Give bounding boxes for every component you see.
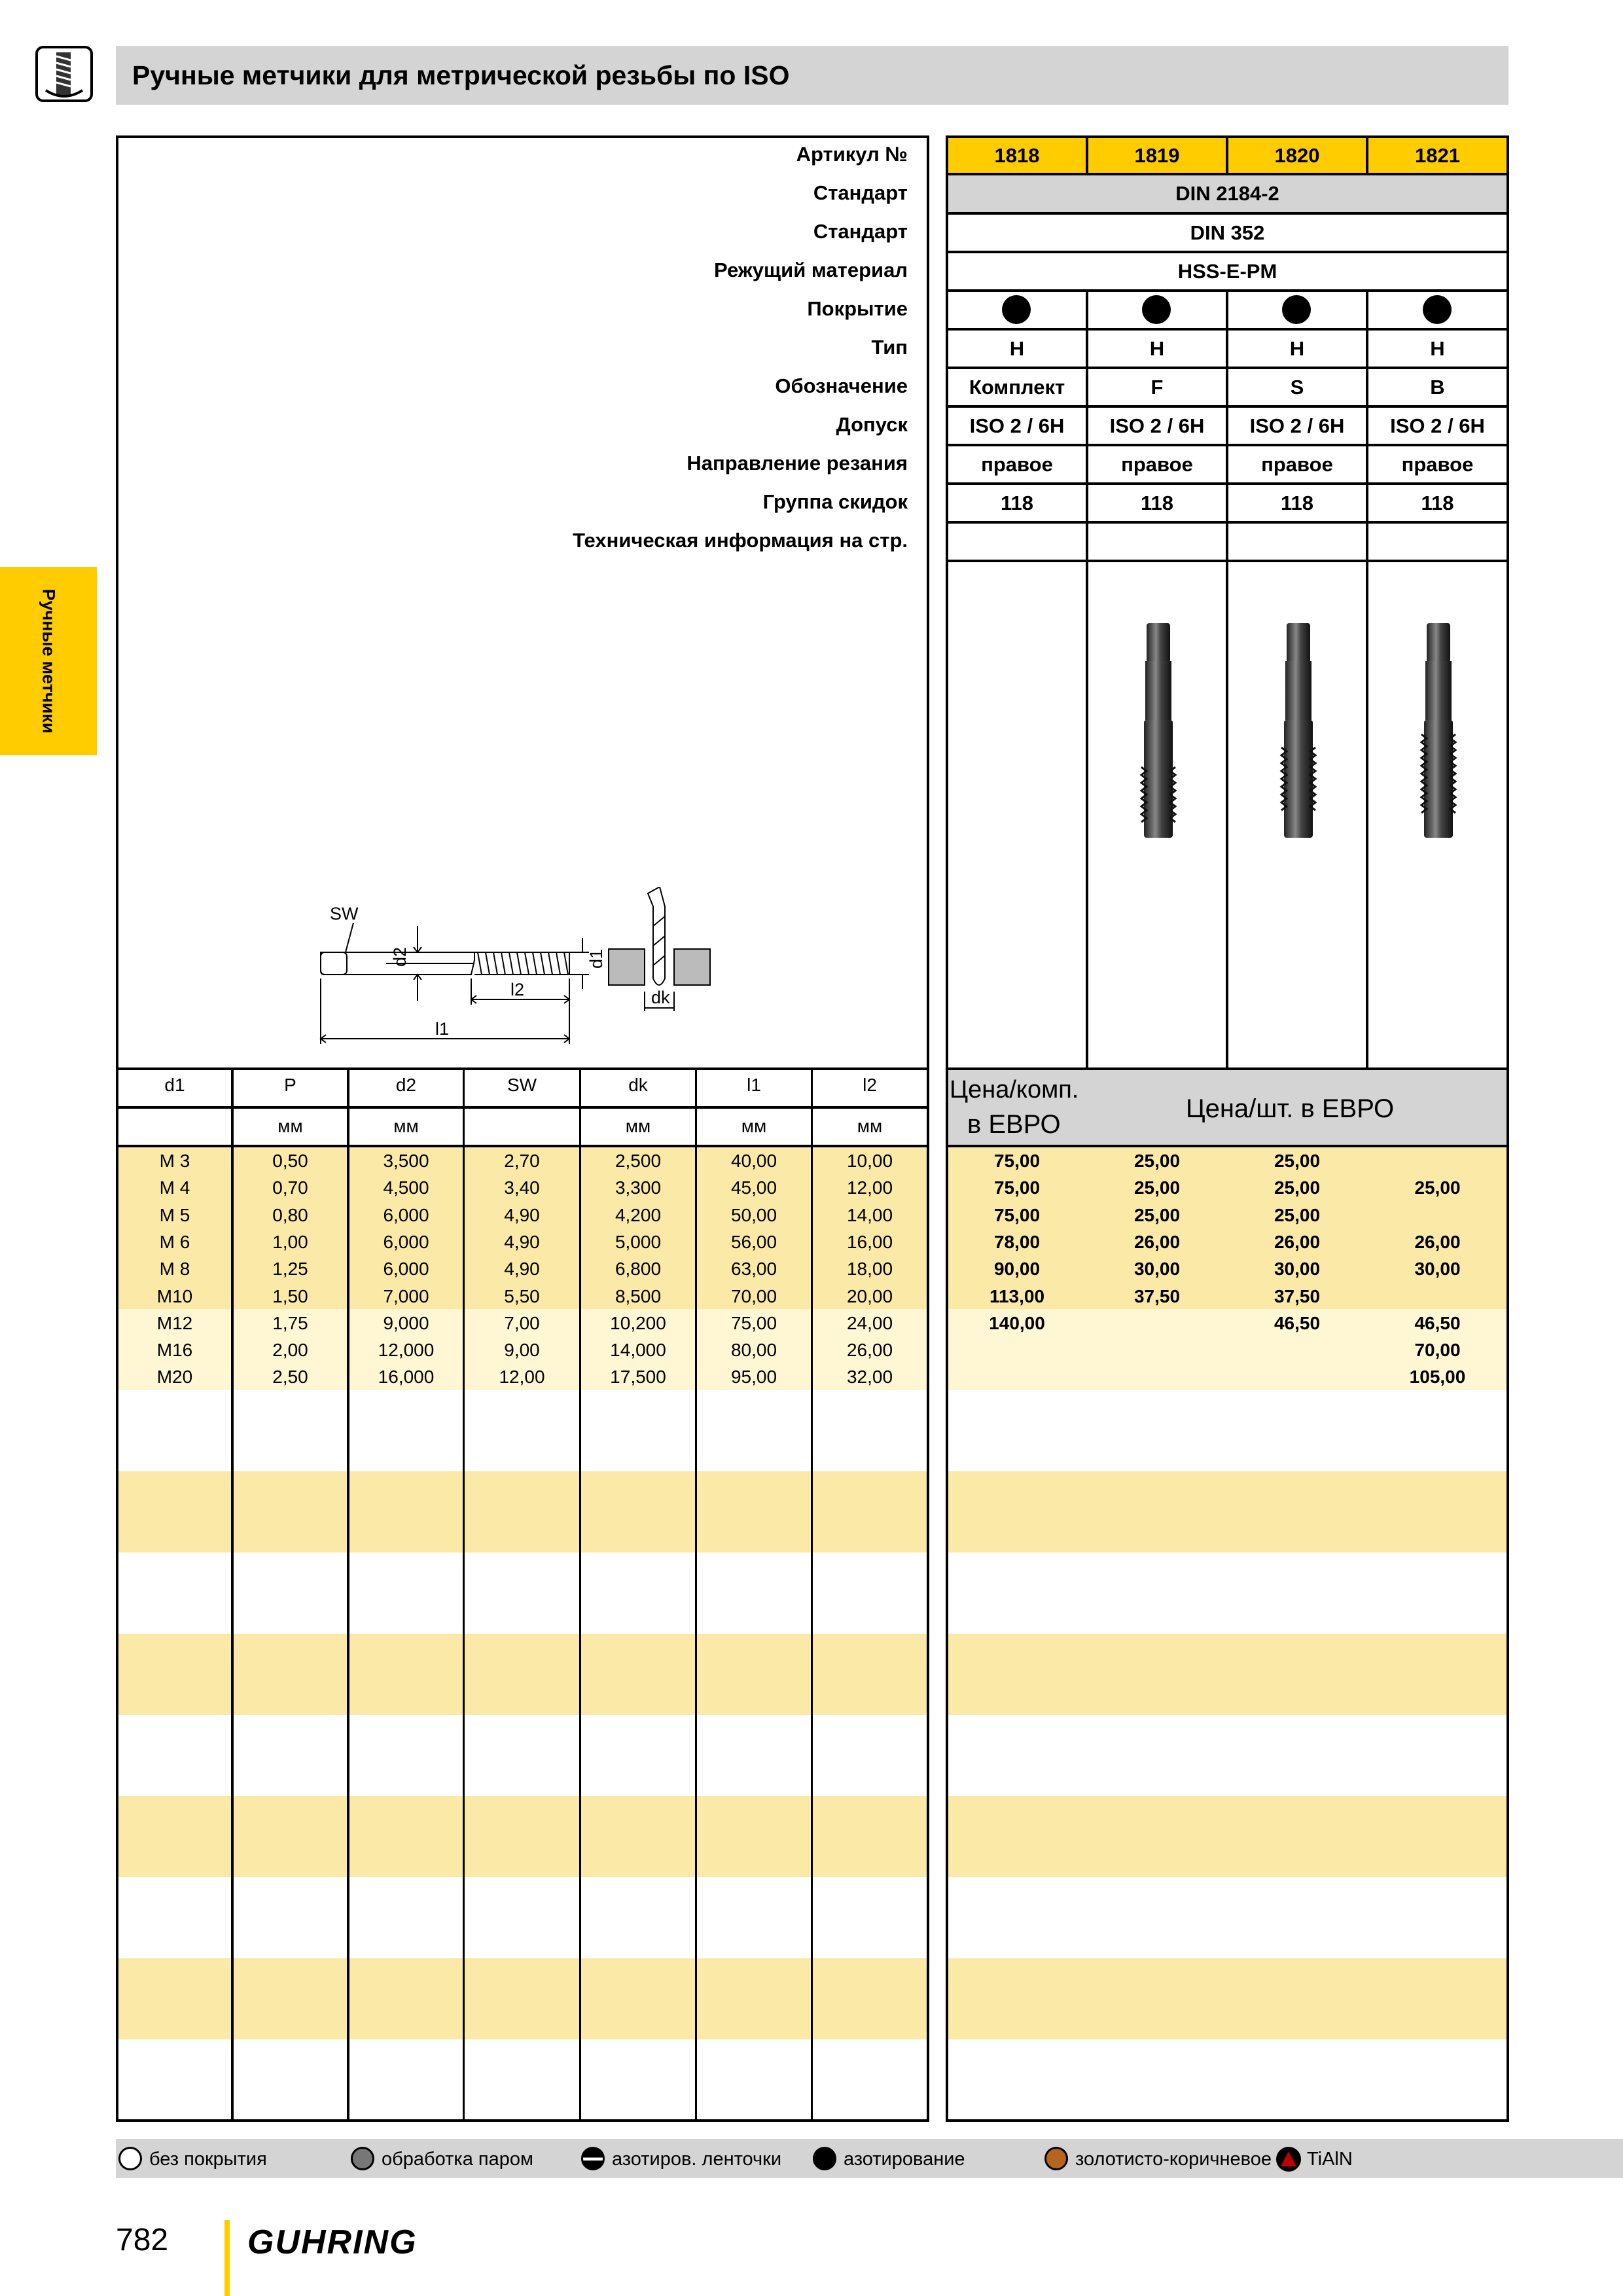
legend-steam: обработка паром bbox=[382, 2149, 533, 2170]
col-header-sw: SW bbox=[507, 1075, 537, 1095]
divider bbox=[463, 1070, 465, 2119]
legend-gold-brown: золотисто-коричневое bbox=[1075, 2149, 1272, 2170]
price-cell: 90,00 bbox=[993, 1259, 1041, 1280]
table-cell: 80,00 bbox=[730, 1340, 777, 1361]
label-type: Тип bbox=[871, 336, 908, 359]
table-cell: 9,00 bbox=[504, 1340, 540, 1361]
discount-1818: 118 bbox=[1000, 491, 1033, 514]
direction-1820: правое bbox=[1261, 452, 1333, 476]
divider bbox=[347, 1070, 349, 2119]
table-cell: 3,40 bbox=[504, 1177, 540, 1198]
direction-1818: правое bbox=[981, 452, 1053, 476]
table-cell: 0,50 bbox=[272, 1151, 308, 1171]
table-cell: 0,70 bbox=[272, 1177, 308, 1198]
price-cell: 25,00 bbox=[1133, 1177, 1181, 1198]
diagram-label-d2: d2 bbox=[390, 946, 410, 967]
label-direction: Направление резания bbox=[687, 452, 908, 475]
table-cell: M 5 bbox=[159, 1204, 190, 1225]
legend-nitrided: азотирование bbox=[844, 2149, 965, 2170]
table-cell: 14,000 bbox=[610, 1340, 666, 1361]
table-cell: 9,000 bbox=[383, 1312, 429, 1333]
divider bbox=[579, 1070, 581, 2119]
price-cell: 46,50 bbox=[1414, 1312, 1461, 1333]
table-cell: 12,00 bbox=[846, 1177, 893, 1198]
table-cell: 2,500 bbox=[615, 1151, 662, 1171]
table-cell: 1,50 bbox=[272, 1285, 308, 1306]
cutting-material: HSS-E-PM bbox=[1177, 259, 1277, 283]
steam-circle-icon bbox=[351, 2147, 374, 2170]
tap-dimension-diagram bbox=[308, 887, 766, 1054]
price-cell: 26,00 bbox=[1414, 1231, 1461, 1252]
table-cell: 32,00 bbox=[846, 1367, 893, 1388]
col-header-d2: d2 bbox=[395, 1075, 417, 1095]
table-cell: 6,000 bbox=[383, 1231, 429, 1252]
table-cell: 70,00 bbox=[730, 1285, 777, 1306]
page-title: Ручные метчики для метрической резьбы по ISO bbox=[132, 60, 790, 90]
table-cell: 95,00 bbox=[730, 1367, 777, 1388]
price-piece-label: Цена/шт. в ЕВРО bbox=[1186, 1094, 1395, 1123]
type-1821: H bbox=[1430, 336, 1445, 360]
divider bbox=[811, 1070, 813, 2119]
table-cell: 10,200 bbox=[610, 1312, 666, 1333]
table-cell: M 4 bbox=[159, 1177, 190, 1198]
table-cell: 17,500 bbox=[610, 1367, 666, 1388]
price-cell: 140,00 bbox=[989, 1312, 1045, 1333]
table-cell: 14,00 bbox=[846, 1204, 893, 1225]
table-cell: 5,000 bbox=[615, 1231, 662, 1252]
table-cell: 3,500 bbox=[383, 1151, 429, 1171]
tolerance-1821: ISO 2 / 6H bbox=[1390, 414, 1485, 437]
designation-1819: F bbox=[1150, 375, 1164, 399]
legend-tialn: TiAlN bbox=[1307, 2149, 1353, 2170]
label-tolerance: Допуск bbox=[836, 413, 908, 436]
divider bbox=[1086, 289, 1088, 1070]
nitrided-circle-icon bbox=[1423, 295, 1452, 324]
price-cell: 30,00 bbox=[1414, 1259, 1461, 1280]
table-cell: 8,500 bbox=[615, 1285, 662, 1306]
tap-logo-icon bbox=[34, 45, 94, 103]
unit-l1: мм bbox=[741, 1116, 767, 1136]
price-cell: 46,50 bbox=[1274, 1312, 1321, 1333]
discount-1819: 118 bbox=[1140, 491, 1173, 514]
discount-1821: 118 bbox=[1421, 491, 1454, 514]
divider bbox=[1366, 289, 1368, 1070]
legend-uncoated: без покрытия bbox=[149, 2149, 267, 2170]
unit-dk: мм bbox=[625, 1116, 651, 1136]
table-cell: 56,00 bbox=[730, 1231, 777, 1252]
price-cell: 25,00 bbox=[1274, 1204, 1321, 1225]
table-cell: 16,000 bbox=[378, 1367, 435, 1388]
table-cell: 75,00 bbox=[730, 1312, 777, 1333]
table-cell: 0,80 bbox=[272, 1204, 308, 1225]
col-header-p: P bbox=[284, 1075, 296, 1095]
divider bbox=[948, 1145, 1507, 1147]
direction-1821: правое bbox=[1401, 452, 1474, 476]
price-cell: 30,00 bbox=[1274, 1259, 1321, 1280]
uncoated-circle-icon bbox=[118, 2147, 142, 2170]
table-cell: 1,75 bbox=[272, 1312, 308, 1333]
gold-brown-circle-icon bbox=[1044, 2147, 1068, 2170]
label-discount-group: Группа скидок bbox=[762, 490, 908, 513]
diagram-label-d1: d1 bbox=[586, 948, 606, 969]
diagram-label-l1: l1 bbox=[435, 1019, 450, 1039]
price-set-currency: в ЕВРО bbox=[967, 1110, 1061, 1139]
price-cell: 37,50 bbox=[1133, 1285, 1181, 1306]
table-cell: 2,00 bbox=[272, 1340, 308, 1361]
tolerance-1820: ISO 2 / 6H bbox=[1249, 414, 1345, 437]
price-set-label: Цена/комп. bbox=[950, 1076, 1079, 1103]
table-cell: 6,800 bbox=[615, 1259, 662, 1280]
nitrided-circle-icon bbox=[1282, 295, 1311, 324]
row-band bbox=[948, 1796, 1507, 1877]
label-tech-info: Техническая информация на стр. bbox=[573, 529, 908, 552]
price-cell: 70,00 bbox=[1414, 1340, 1461, 1361]
price-cell: 25,00 bbox=[1133, 1151, 1181, 1171]
price-cell: 26,00 bbox=[1274, 1231, 1321, 1252]
unit-d2: мм bbox=[393, 1116, 419, 1136]
col-header-d1: d1 bbox=[164, 1075, 185, 1095]
table-cell: 10,00 bbox=[846, 1151, 893, 1171]
price-cell: 75,00 bbox=[993, 1151, 1041, 1171]
table-cell: 3,300 bbox=[615, 1177, 662, 1198]
table-cell: 12,00 bbox=[499, 1367, 545, 1388]
diagram-label-sw: SW bbox=[330, 904, 359, 924]
row-band bbox=[948, 1471, 1507, 1552]
table-cell: 5,50 bbox=[504, 1285, 540, 1306]
tap-image-1820 bbox=[1267, 623, 1329, 839]
side-tab-label: Ручные метчики bbox=[39, 588, 59, 734]
price-cell: 25,00 bbox=[1274, 1177, 1321, 1198]
table-cell: 12,000 bbox=[378, 1340, 435, 1361]
tolerance-1819: ISO 2 / 6H bbox=[1109, 414, 1205, 437]
diagram-label-l2: l2 bbox=[510, 980, 525, 999]
tap-image-1821 bbox=[1407, 623, 1469, 839]
price-cell: 26,00 bbox=[1133, 1231, 1181, 1252]
divider bbox=[118, 1145, 927, 1147]
article-1819: 1819 bbox=[1134, 143, 1180, 167]
designation-1821: B bbox=[1430, 375, 1445, 399]
unit-l2: мм bbox=[857, 1116, 883, 1136]
nitrided-strip-circle-icon bbox=[581, 2147, 605, 2170]
table-cell: M 6 bbox=[159, 1231, 190, 1252]
table-cell: 1,00 bbox=[272, 1231, 308, 1252]
table-cell: 7,000 bbox=[383, 1285, 429, 1306]
label-standard-1: Стандарт bbox=[813, 181, 908, 204]
tolerance-1818: ISO 2 / 6H bbox=[969, 414, 1065, 437]
type-1818: H bbox=[1009, 336, 1025, 360]
table-cell: 26,00 bbox=[846, 1340, 893, 1361]
price-cell: 25,00 bbox=[1274, 1151, 1321, 1171]
label-designation: Обозначение bbox=[775, 374, 908, 397]
label-article: Артикул № bbox=[796, 143, 908, 166]
table-cell: 16,00 bbox=[846, 1231, 893, 1252]
standard-din-352: DIN 352 bbox=[1190, 221, 1265, 244]
diagram-label-dk: dk bbox=[651, 988, 670, 1007]
brand-logo: GUHRING bbox=[247, 2223, 418, 2261]
price-cell: 105,00 bbox=[1409, 1367, 1466, 1388]
legend-nitrided-strip: азотиров. ленточки bbox=[612, 2149, 782, 2170]
price-cell: 25,00 bbox=[1133, 1204, 1181, 1225]
col-header-dk: dk bbox=[628, 1075, 648, 1095]
table-cell: M20 bbox=[156, 1367, 193, 1388]
article-1821: 1821 bbox=[1415, 143, 1460, 167]
unit-p: мм bbox=[277, 1116, 303, 1136]
table-cell: 6,000 bbox=[383, 1259, 429, 1280]
row-band bbox=[118, 1958, 927, 2039]
designation-1820: S bbox=[1290, 375, 1304, 399]
divider bbox=[231, 1070, 234, 2119]
page-number: 782 bbox=[116, 2223, 169, 2257]
table-cell: 40,00 bbox=[730, 1151, 777, 1171]
table-cell: 63,00 bbox=[730, 1259, 777, 1280]
article-1820: 1820 bbox=[1274, 143, 1320, 167]
table-cell: 6,000 bbox=[383, 1204, 429, 1225]
type-1820: H bbox=[1289, 336, 1305, 360]
article-1818: 1818 bbox=[994, 143, 1040, 167]
designation-1818: Комплект bbox=[969, 375, 1065, 399]
table-cell: 7,00 bbox=[504, 1312, 540, 1333]
row-band bbox=[948, 1958, 1507, 2039]
nitrided-circle-icon bbox=[813, 2147, 836, 2170]
price-cell: 75,00 bbox=[993, 1177, 1041, 1198]
price-cell: 113,00 bbox=[989, 1285, 1045, 1306]
col-header-l2: l2 bbox=[863, 1075, 877, 1095]
nitrided-circle-icon bbox=[1142, 295, 1171, 324]
table-cell: 1,25 bbox=[272, 1259, 308, 1280]
price-cell: 75,00 bbox=[993, 1204, 1041, 1225]
table-cell: 2,50 bbox=[272, 1367, 308, 1388]
tap-image-1819 bbox=[1127, 623, 1188, 839]
table-cell: 18,00 bbox=[846, 1259, 893, 1280]
label-standard-2: Стандарт bbox=[813, 220, 908, 243]
brand-accent-bar bbox=[224, 2220, 230, 2296]
tialn-triangle-icon bbox=[1276, 2147, 1301, 2172]
discount-1820: 118 bbox=[1280, 491, 1313, 514]
standard-din-2184: DIN 2184-2 bbox=[1175, 182, 1279, 205]
table-cell: 50,00 bbox=[730, 1204, 777, 1225]
label-coating: Покрытие bbox=[807, 297, 908, 320]
table-cell: 4,90 bbox=[504, 1231, 540, 1252]
divider bbox=[118, 1067, 927, 1070]
direction-1819: правое bbox=[1121, 452, 1193, 476]
row-band bbox=[118, 1796, 927, 1877]
col-header-l1: l1 bbox=[747, 1075, 761, 1095]
table-cell: M16 bbox=[156, 1340, 193, 1361]
price-cell: 78,00 bbox=[993, 1231, 1041, 1252]
label-material: Режущий материал bbox=[714, 259, 908, 281]
divider bbox=[118, 1106, 927, 1109]
divider bbox=[695, 1070, 697, 2119]
table-cell: M 3 bbox=[159, 1151, 190, 1171]
table-cell: M 8 bbox=[159, 1259, 190, 1280]
divider bbox=[1226, 289, 1228, 1070]
price-cell: 30,00 bbox=[1133, 1259, 1181, 1280]
table-cell: 4,90 bbox=[504, 1259, 540, 1280]
table-cell: 4,90 bbox=[504, 1204, 540, 1225]
table-cell: 2,70 bbox=[504, 1151, 540, 1171]
table-cell: 45,00 bbox=[730, 1177, 777, 1198]
table-cell: 20,00 bbox=[846, 1285, 893, 1306]
row-band bbox=[118, 1634, 927, 1715]
table-cell: M12 bbox=[156, 1312, 193, 1333]
nitrided-circle-icon bbox=[1002, 295, 1031, 324]
table-cell: 4,500 bbox=[383, 1177, 429, 1198]
price-cell: 37,50 bbox=[1274, 1285, 1321, 1306]
type-1819: H bbox=[1149, 336, 1165, 360]
row-band bbox=[948, 1634, 1507, 1715]
table-cell: 24,00 bbox=[846, 1312, 893, 1333]
table-cell: 4,200 bbox=[615, 1204, 662, 1225]
row-band bbox=[118, 1471, 927, 1552]
table-cell: M10 bbox=[156, 1285, 193, 1306]
price-cell: 25,00 bbox=[1414, 1177, 1461, 1198]
